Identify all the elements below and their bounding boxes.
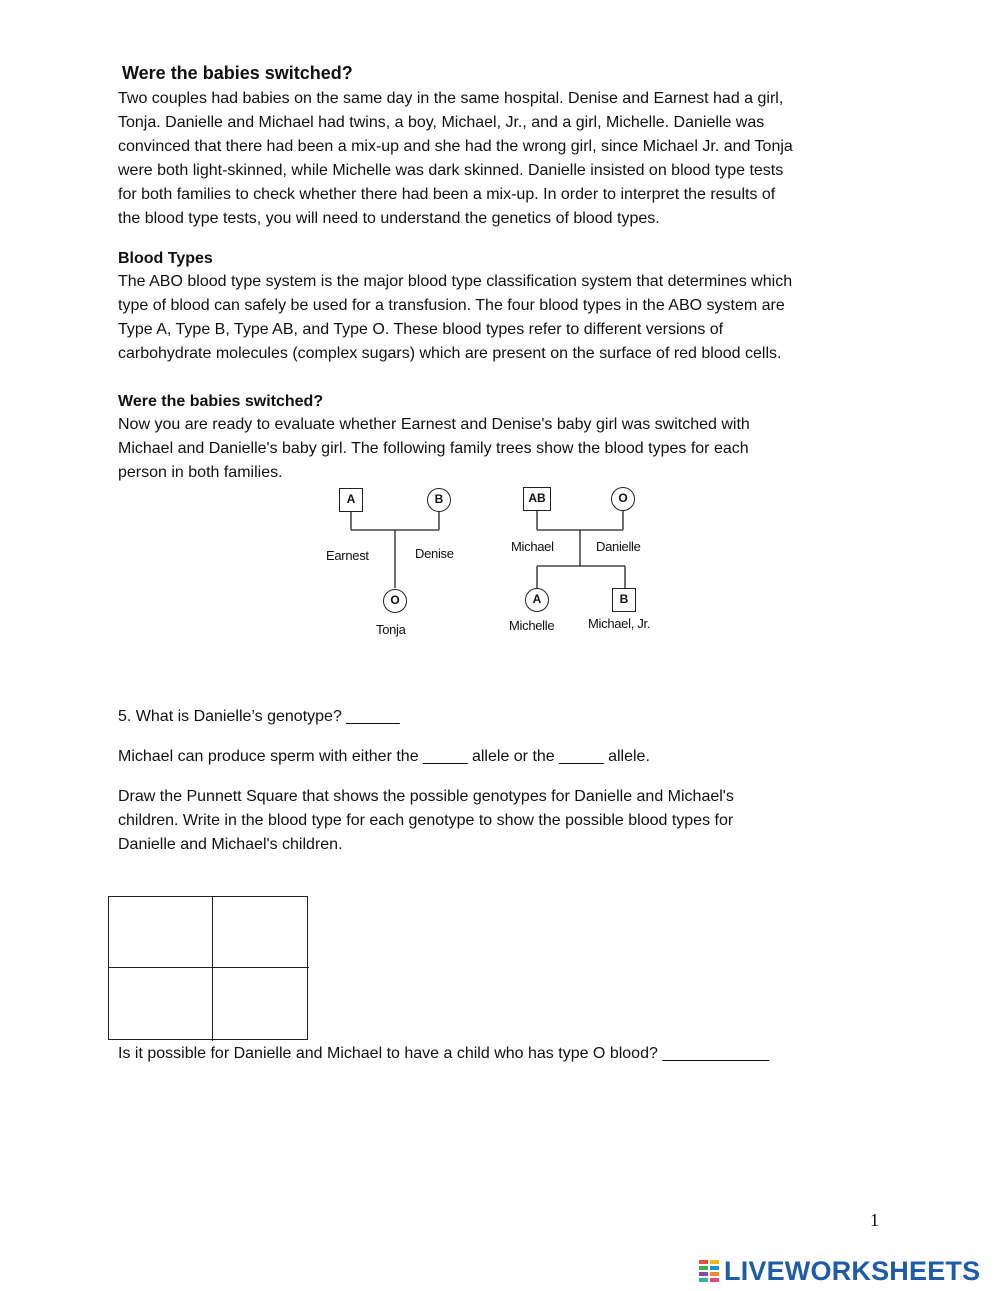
earnest-label: Earnest [326,548,369,563]
tonja-label: Tonja [376,622,406,637]
punnett-instruction-line: Danielle and Michael's children. [118,836,343,853]
intro-paragraph [118,87,888,231]
intro-line: Tonja. Danielle and Michael had twins, a boy, Michael, Jr., and a girl, Michelle. Danielle was [118,114,765,131]
danielle-label: Danielle [596,539,641,554]
michelle-label: Michelle [509,618,555,633]
logo-tile [709,1277,720,1283]
intro-line: convinced that there had been a mix-up and she had the wrong girl, since Michael Jr. and Tonja [118,138,793,155]
logo-tile [698,1277,709,1283]
switched-paragraph [118,413,888,485]
page-title: Were the babies switched? [122,63,353,83]
question-5: 5. What is Danielle’s genotype? ______ [118,708,400,725]
blood-types-paragraph [118,270,888,366]
liveworksheets-logo-icon [698,1259,720,1283]
punnett-cell-bottom-right[interactable] [213,968,309,1041]
question-type-o: Is it possible for Danielle and Michael to have a child who has type O blood? ____________ [118,1045,770,1062]
intro-line: for both families to check whether there had been a mix-up. In order to interpret the results of [118,186,776,203]
blood-types-heading: Blood Types [118,250,213,267]
question-sperm-alleles: Michael can produce sperm with either the _____ allele or the _____ allele. [118,748,650,765]
punnett-square[interactable] [108,896,308,1040]
brand-name: LIVEWORKSHEETS [724,1256,981,1286]
intro-line: Two couples had babies on the same day in the same hospital. Denise and Earnest had a girl, [118,90,784,107]
michael-label: Michael [511,539,554,554]
blood-types-line: type of blood can safely be used for a transfusion. The four blood types in the ABO system are [118,297,785,314]
liveworksheets-brand [698,1256,980,1286]
blood-types-line: The ABO blood type system is the major blood type classification system that determines which [118,273,793,290]
punnett-cell-top-left[interactable] [109,897,213,968]
tonja-female-node: O [383,589,407,613]
earnest-male-node: A [339,488,363,512]
punnett-instruction-line: Draw the Punnett Square that shows the possible genotypes for Danielle and Michael's [118,788,734,805]
switched-line: Now you are ready to evaluate whether Earnest and Denise's baby girl was switched with [118,416,750,433]
denise-label: Denise [415,546,454,561]
blood-types-line: carbohydrate molecules (complex sugars) which are present on the surface of red blood cells. [118,345,782,362]
question-punnett [118,785,888,857]
michael-jr-male-node: B [612,588,636,612]
page-number: 1 [870,1210,879,1230]
michelle-female-node: A [525,588,549,612]
michael-jr-label: Michael, Jr. [588,616,651,631]
denise-female-node: B [427,488,451,512]
blood-types-line: Type A, Type B, Type AB, and Type O. These blood types refer to different versions of [118,321,724,338]
punnett-instruction-line: children. Write in the blood type for each genotype to show the possible blood types for [118,812,734,829]
danielle-female-node: O [611,487,635,511]
intro-line: were both light-skinned, while Michelle was dark skinned. Danielle insisted on blood type tests [118,162,784,179]
intro-line: the blood type tests, you will need to understand the genetics of blood types. [118,210,660,227]
switched-line: person in both families. [118,464,283,481]
switched-line: Michael and Danielle's baby girl. The following family trees show the blood types for each [118,440,749,457]
michael-male-node: AB [523,487,551,511]
punnett-cell-top-right[interactable] [213,897,309,968]
punnett-cell-bottom-left[interactable] [109,968,213,1041]
switched-heading: Were the babies switched? [118,393,324,410]
